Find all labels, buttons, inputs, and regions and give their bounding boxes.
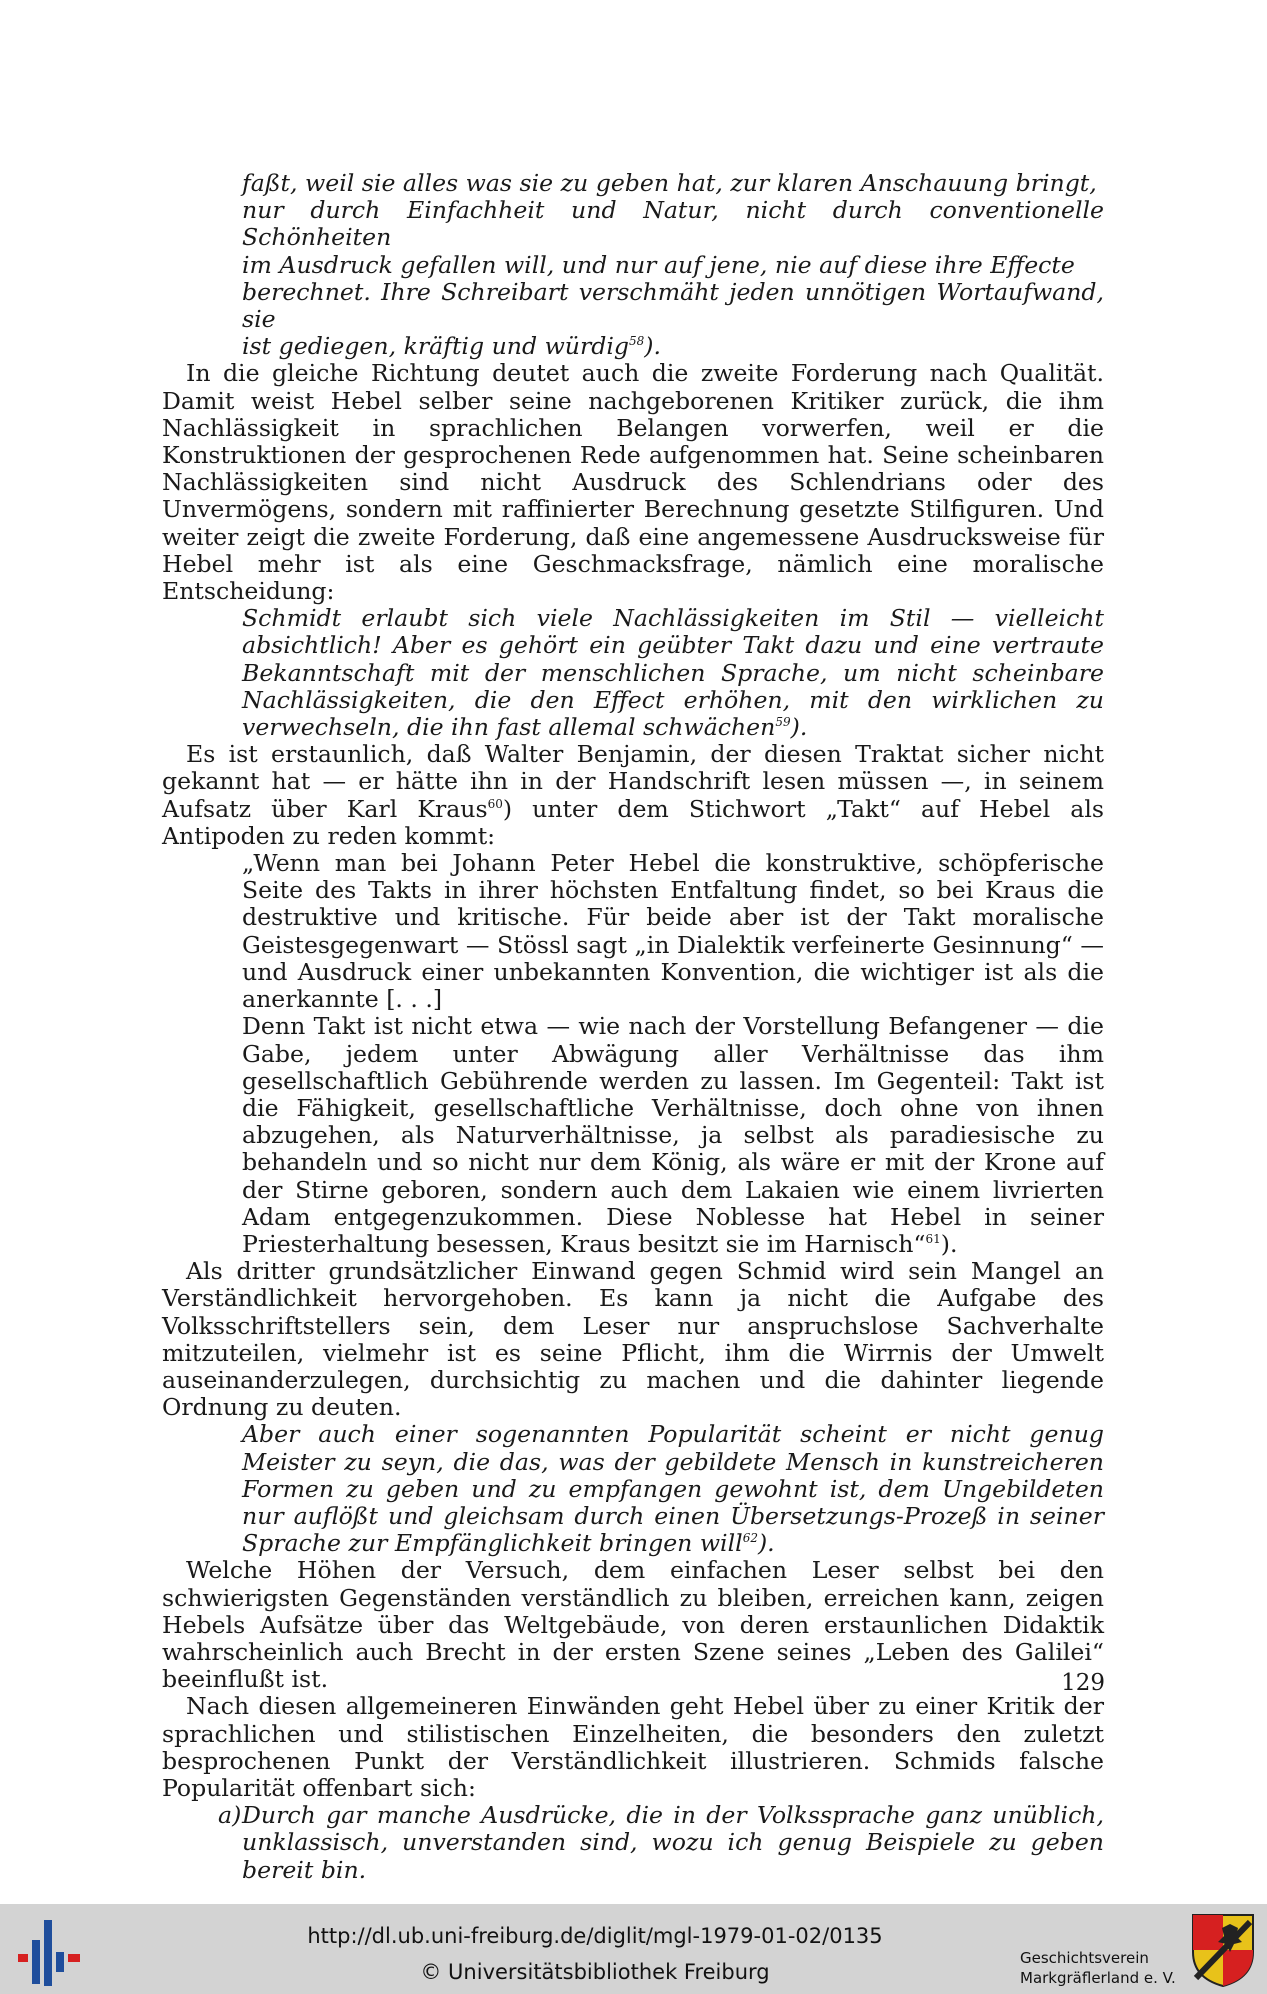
- footer-copyright: © Universitätsbibliothek Freiburg: [420, 1960, 770, 1984]
- list-text: Durch gar manche Ausdrücke, die in der Volkssprache ganz unüblich, unklassisch, unverstanden sind, wozu ich genug Beispiele zu geben bereit bin.: [242, 1801, 1104, 1884]
- paragraph-4: Welche Höhen der Versuch, dem einfachen Leser selbst bei den schwierigsten Gegenständen verständlich zu bleiben, erreichen kann, zeigen Hebels Aufsätze über das Weltgebäude, von deren erstaunlichen Didaktik wahrscheinlich auch Brecht in der ersten Szene seines „Leben des Galilei“ beeinflußt ist.: [162, 1556, 1104, 1694]
- paragraph-2: [162, 741, 1104, 850]
- footnote-ref: 59: [775, 715, 791, 730]
- quote-text: „Wenn man bei Johann Peter Hebel die konstruktive, schöpferische Seite des Takts in ihrer höchsten Entfaltung findet, so bei Kraus die destruktive und kritische. Für beide aber ist der Takt moralische Geistesgegenwart — Stössl sagt „in Dialektik verfeinerte Gesinnung“ — und Ausdruck einer unbekannten Konvention, die wichtiger ist als die anerkannte [. . .]: [242, 849, 1104, 1014]
- page-number: 129: [1061, 1670, 1105, 1696]
- list-marker: a): [218, 1801, 242, 1830]
- org-line-2: Markgräflerland e. V.: [1020, 1969, 1176, 1987]
- org-line-1: Geschichtsverein: [1020, 1949, 1149, 1967]
- quote-line-text: ist gediegen, kräftig und würdig: [242, 332, 629, 361]
- quote-text-2: [242, 1013, 1104, 1258]
- quote-line: nur durch Einfachheit und Natur, nicht durch conventionelle Schönheiten: [242, 196, 1104, 252]
- quote-end: ).: [644, 332, 661, 361]
- quote-line: faßt, weil sie alles was sie zu geben hat, zur klaren Anschauung bringt,: [242, 169, 1097, 197]
- quote-text: Aber auch einer sogenannten Popularität scheint er nicht genug Meister zu seyn, die das, was der gebildete Mensch in kunstreicheren Formen zu geben und zu empfangen gewohnt ist, dem Ungebildeten nur auflößt und gleichsam durch einen Übersetzungs-Prozeß in seiner Sprache zur Empfänglichkeit bringen will: [242, 1420, 1104, 1558]
- footer-organization: [1020, 1948, 1190, 1988]
- footnote-ref: 62: [742, 1531, 758, 1546]
- list-item-a: [218, 1802, 1104, 1884]
- document-body: [162, 170, 1104, 1884]
- coat-of-arms-icon: [1190, 1912, 1256, 1988]
- quote-end: ).: [790, 713, 808, 742]
- quote-block-4: [242, 1421, 1104, 1557]
- paragraph-1: In die gleiche Richtung deutet auch die zweite Forderung nach Qualität. Damit weist Hebel selber seine nachgeborenen Kritiker zurück, die ihm Nachlässigkeit in sprachlichen Belangen vorwerfen, weil er die Konstruktionen der gesprochenen Rede aufgenommen hat. Seine scheinbaren Nachlässigkeiten sind nicht Ausdruck des Schlendrians oder des Unvermögens, sondern mit raffinierter Berechnung gesetzte Stilfiguren. Und weiter zeigt die zweite Forderung, daß eine angemessene Ausdrucksweise für Hebel mehr ist als eine Geschmacksfrage, nämlich eine moralische Entscheidung:: [162, 359, 1104, 606]
- quote-end: ).: [940, 1229, 958, 1258]
- footer-url[interactable]: http://dl.ub.uni-freiburg.de/diglit/mgl-1979-01-02/0135: [307, 1924, 883, 1948]
- quote-block-1: [242, 170, 1104, 360]
- footnote-ref: 60: [487, 796, 503, 811]
- quote-end: ).: [757, 1529, 775, 1558]
- quote-block-3: [242, 850, 1104, 1258]
- paragraph-3: Als dritter grundsätzlicher Einwand gegen Schmid wird sein Mangel an Verständlichkeit hervorgehoben. Es kann ja nicht die Aufgabe des Volksschriftstellers sein, dem Leser nur anspruchslose Sachverhalte mitzuteilen, vielmehr ist es seine Pflicht, ihm die Wirrnis der Umwelt auseinanderzulegen, durchsichtig zu machen und die dahinter liegende Ordnung zu deuten.: [162, 1257, 1104, 1422]
- footnote-ref: 61: [925, 1232, 941, 1247]
- paragraph-5: Nach diesen allgemeineren Einwänden geht Hebel über zu einer Kritik der sprachlichen und stilistischen Einzelheiten, die besonders den zuletzt besprochenen Punkt der Verständlichkeit illustrieren. Schmids falsche Popularität offenbart sich:: [162, 1692, 1104, 1802]
- quote-line: [242, 333, 1104, 360]
- paragraph-text: Es ist erstaunlich, daß Walter Benjamin, der diesen Traktat sicher nicht gekannt hat — er hätte ihn in der Handschrift lesen müssen —, in seinem Aufsatz über Karl Kraus: [162, 740, 1104, 823]
- quote-text: Schmidt erlaubt sich viele Nachlässigkeiten im Stil — vielleicht absichtlich! Aber es gehört ein geübter Takt dazu und eine vertraute Bekanntschaft mit der menschlichen Sprache, um nicht scheinbare Nachlässigkeiten, die den Effect erhöhen, mit den wirklichen zu verwechseln, die ihn fast allemal schwächen: [242, 604, 1104, 742]
- quote-line: im Ausdruck gefallen will, und nur auf jene, nie auf diese ihre Effecte: [242, 250, 1075, 279]
- paragraph-text: ) unter dem Stichwort „Takt“ auf Hebel als Antipoden zu reden kommt:: [162, 794, 1104, 850]
- quote-text: Denn Takt ist nicht etwa — wie nach der Vorstellung Befangener — die Gabe, jedem unter Abwägung aller Verhältnisse das ihm gesellschaftlich Gebührende werden zu lassen. Im Gegenteil: Takt ist die Fähigkeit, gesellschaftliche Verhältnisse, doch ohne von ihnen abzugehen, als Naturverhältnisse, ja selbst als paradiesische zu behandeln und so nicht nur dem König, als wäre er mit der Krone auf der Stirne geboren, sondern auch dem Lakaien wie einem livrierten Adam entgegenzukommen. Diese Noblesse hat Hebel in seiner Priesterhaltung besessen, Kraus besitzt sie im Harnisch“: [242, 1012, 1104, 1258]
- ub-freiburg-logo-icon: [14, 1918, 84, 1988]
- quote-block-2: [242, 605, 1104, 741]
- quote-line: berechnet. Ihre Schreibart verschmäht jeden unnötigen Wortaufwand, sie: [242, 277, 1104, 334]
- footer-bar: [0, 1904, 1267, 1994]
- footnote-ref: 58: [629, 334, 645, 349]
